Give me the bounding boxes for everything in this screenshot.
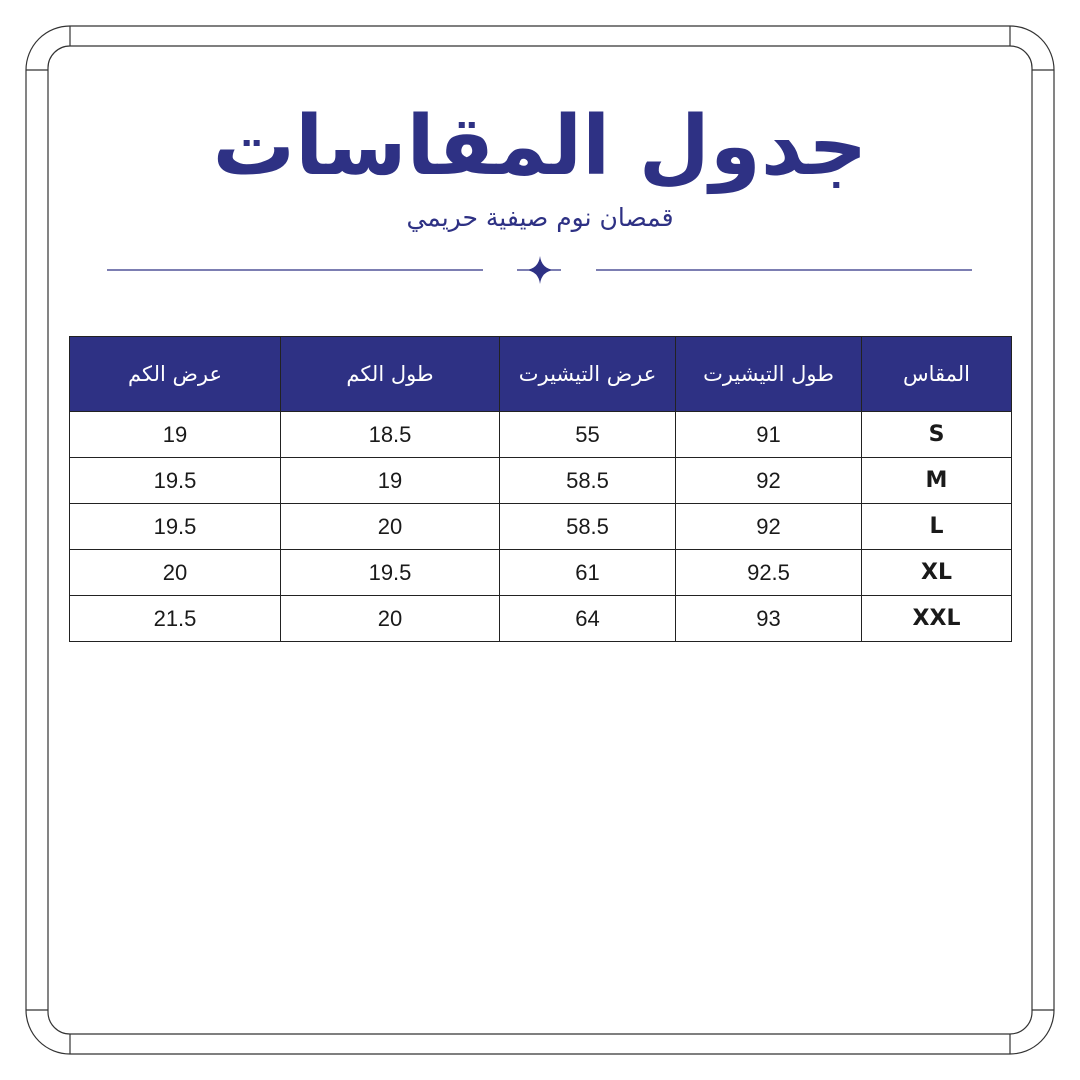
table-row (70, 504, 1012, 550)
cell-sleeve-width: 21.5 (70, 596, 281, 642)
cell-sleeve-length: 20 (281, 596, 500, 642)
cell-sleeve-width: 20 (70, 550, 281, 596)
cell-tshirt-width: 58.5 (500, 504, 676, 550)
cell-tshirt-width: 64 (500, 596, 676, 642)
cell-sleeve-width: 19 (70, 412, 281, 458)
header-tshirt-length: طول التيشيرت (676, 337, 862, 412)
cell-size: XXL (862, 596, 1012, 642)
cell-sleeve-width: 19.5 (70, 504, 281, 550)
page-subtitle: قمصان نوم صيفية حريمي (406, 203, 674, 232)
cell-tshirt-width: 58.5 (500, 458, 676, 504)
header-sleeve-width: عرض الكم (70, 337, 281, 412)
table-row (70, 412, 1012, 458)
cell-size: M (862, 458, 1012, 504)
header-size: المقاس (862, 337, 1012, 412)
cell-tshirt-length: 92 (676, 458, 862, 504)
cell-sleeve-width: 19.5 (70, 458, 281, 504)
cell-sleeve-length: 20 (281, 504, 500, 550)
table-row (70, 596, 1012, 642)
cell-size: XL (862, 550, 1012, 596)
page-title: جدول المقاسات (212, 99, 868, 194)
cell-tshirt-length: 92 (676, 504, 862, 550)
cell-sleeve-length: 19.5 (281, 550, 500, 596)
header-tshirt-width: عرض التيشيرت (500, 337, 676, 412)
cell-tshirt-length: 92.5 (676, 550, 862, 596)
table-header-row (70, 337, 1012, 412)
table-row (70, 458, 1012, 504)
cell-tshirt-length: 93 (676, 596, 862, 642)
four-point-star-icon (517, 256, 561, 284)
header-sleeve-length: طول الكم (281, 337, 500, 412)
cell-tshirt-length: 91 (676, 412, 862, 458)
cell-tshirt-width: 55 (500, 412, 676, 458)
cell-sleeve-length: 19 (281, 458, 500, 504)
cell-sleeve-length: 18.5 (281, 412, 500, 458)
table-row (70, 550, 1012, 596)
cell-size: L (862, 504, 1012, 550)
cell-size: S (862, 412, 1012, 458)
size-chart-table (69, 336, 1012, 642)
cell-tshirt-width: 61 (500, 550, 676, 596)
title-divider (0, 250, 1080, 290)
